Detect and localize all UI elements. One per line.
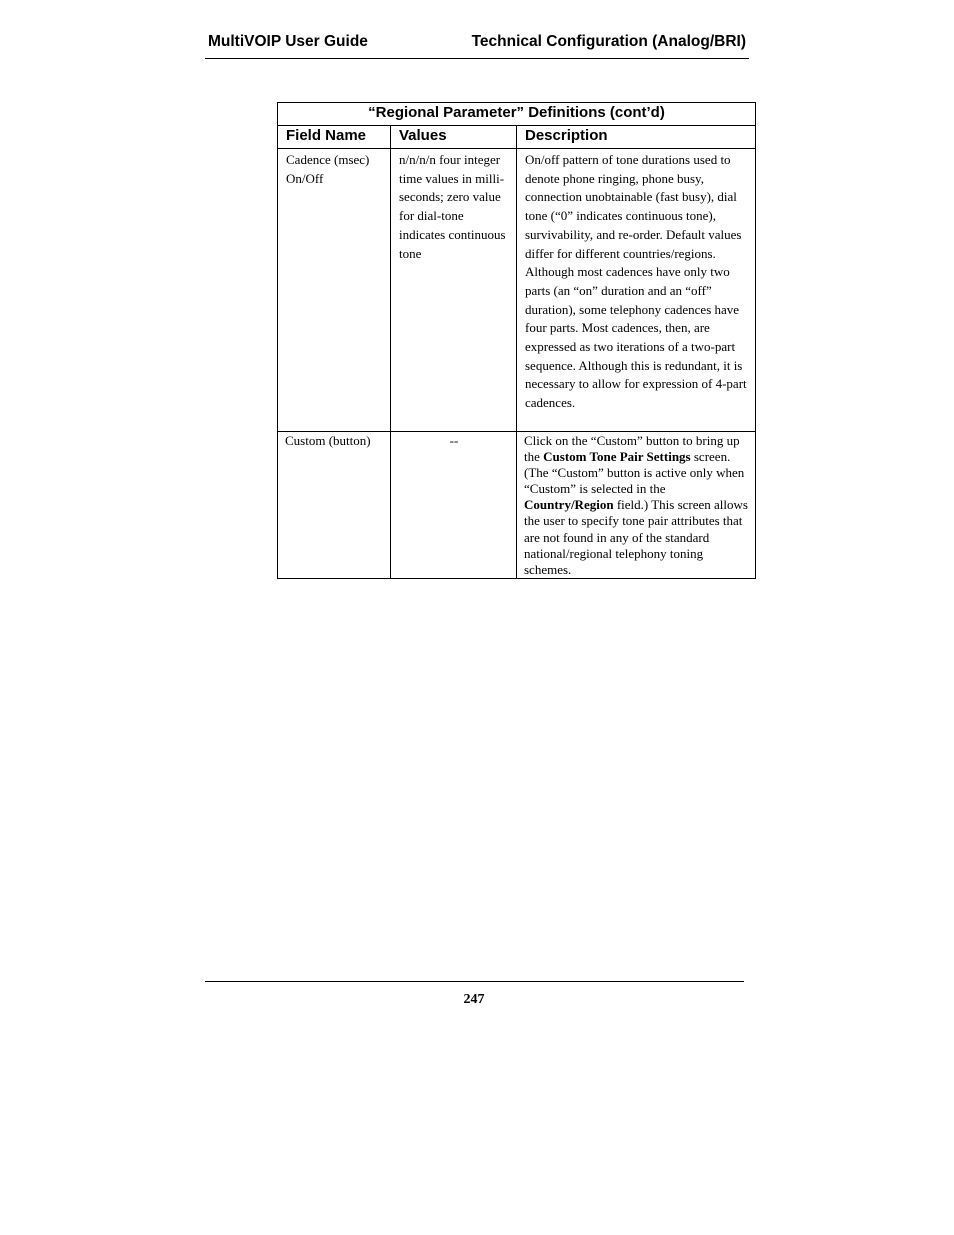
- running-header-section: Technical Configuration (Analog/BRI): [471, 33, 746, 50]
- column-header-description: Description: [517, 126, 756, 149]
- cell-description: [517, 432, 756, 579]
- table-row: [278, 149, 756, 432]
- column-header-field-name: Field Name: [278, 126, 391, 149]
- cell-values: --: [391, 432, 517, 579]
- screen-name-bold: Custom Tone Pair Settings: [543, 449, 691, 465]
- cell-field-name: Custom (button): [278, 432, 391, 579]
- table-caption-row: [278, 103, 756, 126]
- footer-rule: [205, 981, 744, 982]
- running-header-title: MultiVOIP User Guide: [208, 33, 368, 50]
- header-rule: [205, 58, 749, 59]
- table-row: [278, 432, 756, 579]
- table-caption: “Regional Parameter” Definitions (cont’d): [278, 103, 756, 126]
- description-text-part: Click on the “Custom” button to bring up the: [524, 433, 740, 465]
- cell-values: n/n/n/n four integer time values in milli-seconds; zero value for dial-tone indicates continuous tone: [391, 149, 517, 432]
- definitions-table: [277, 102, 756, 579]
- description-text: [524, 433, 749, 578]
- cell-description: On/off pattern of tone durations used to denote phone ringing, phone busy, connection unobtainable (fast busy), dial tone (“0” indicates continuous tone), survivability, and re-order. Default values differ for different countries/regions. Although most cadences have only two parts (an “on” duration and an “off” duration), some telephony cadences have four parts. Most cadences, then, are expressed as two iterations of a two-part sequence. Although this is redundant, it is necessary to allow for expression of 4-part cadences.: [517, 149, 756, 432]
- cell-field-name: Cadence (msec) On/Off: [278, 149, 391, 432]
- field-name-bold: Country/Region: [524, 497, 614, 513]
- column-header-values: Values: [391, 126, 517, 149]
- description-text-part: field.) This screen allows the user to specify tone pair attributes that are not found in any of the standard national/regional telephony toning schemes.: [524, 497, 748, 577]
- description-text-part: screen. (The “Custom” button is active only when “Custom” is selected in the: [524, 449, 745, 497]
- table-header-row: [278, 126, 756, 149]
- page-number: 247: [463, 992, 485, 1007]
